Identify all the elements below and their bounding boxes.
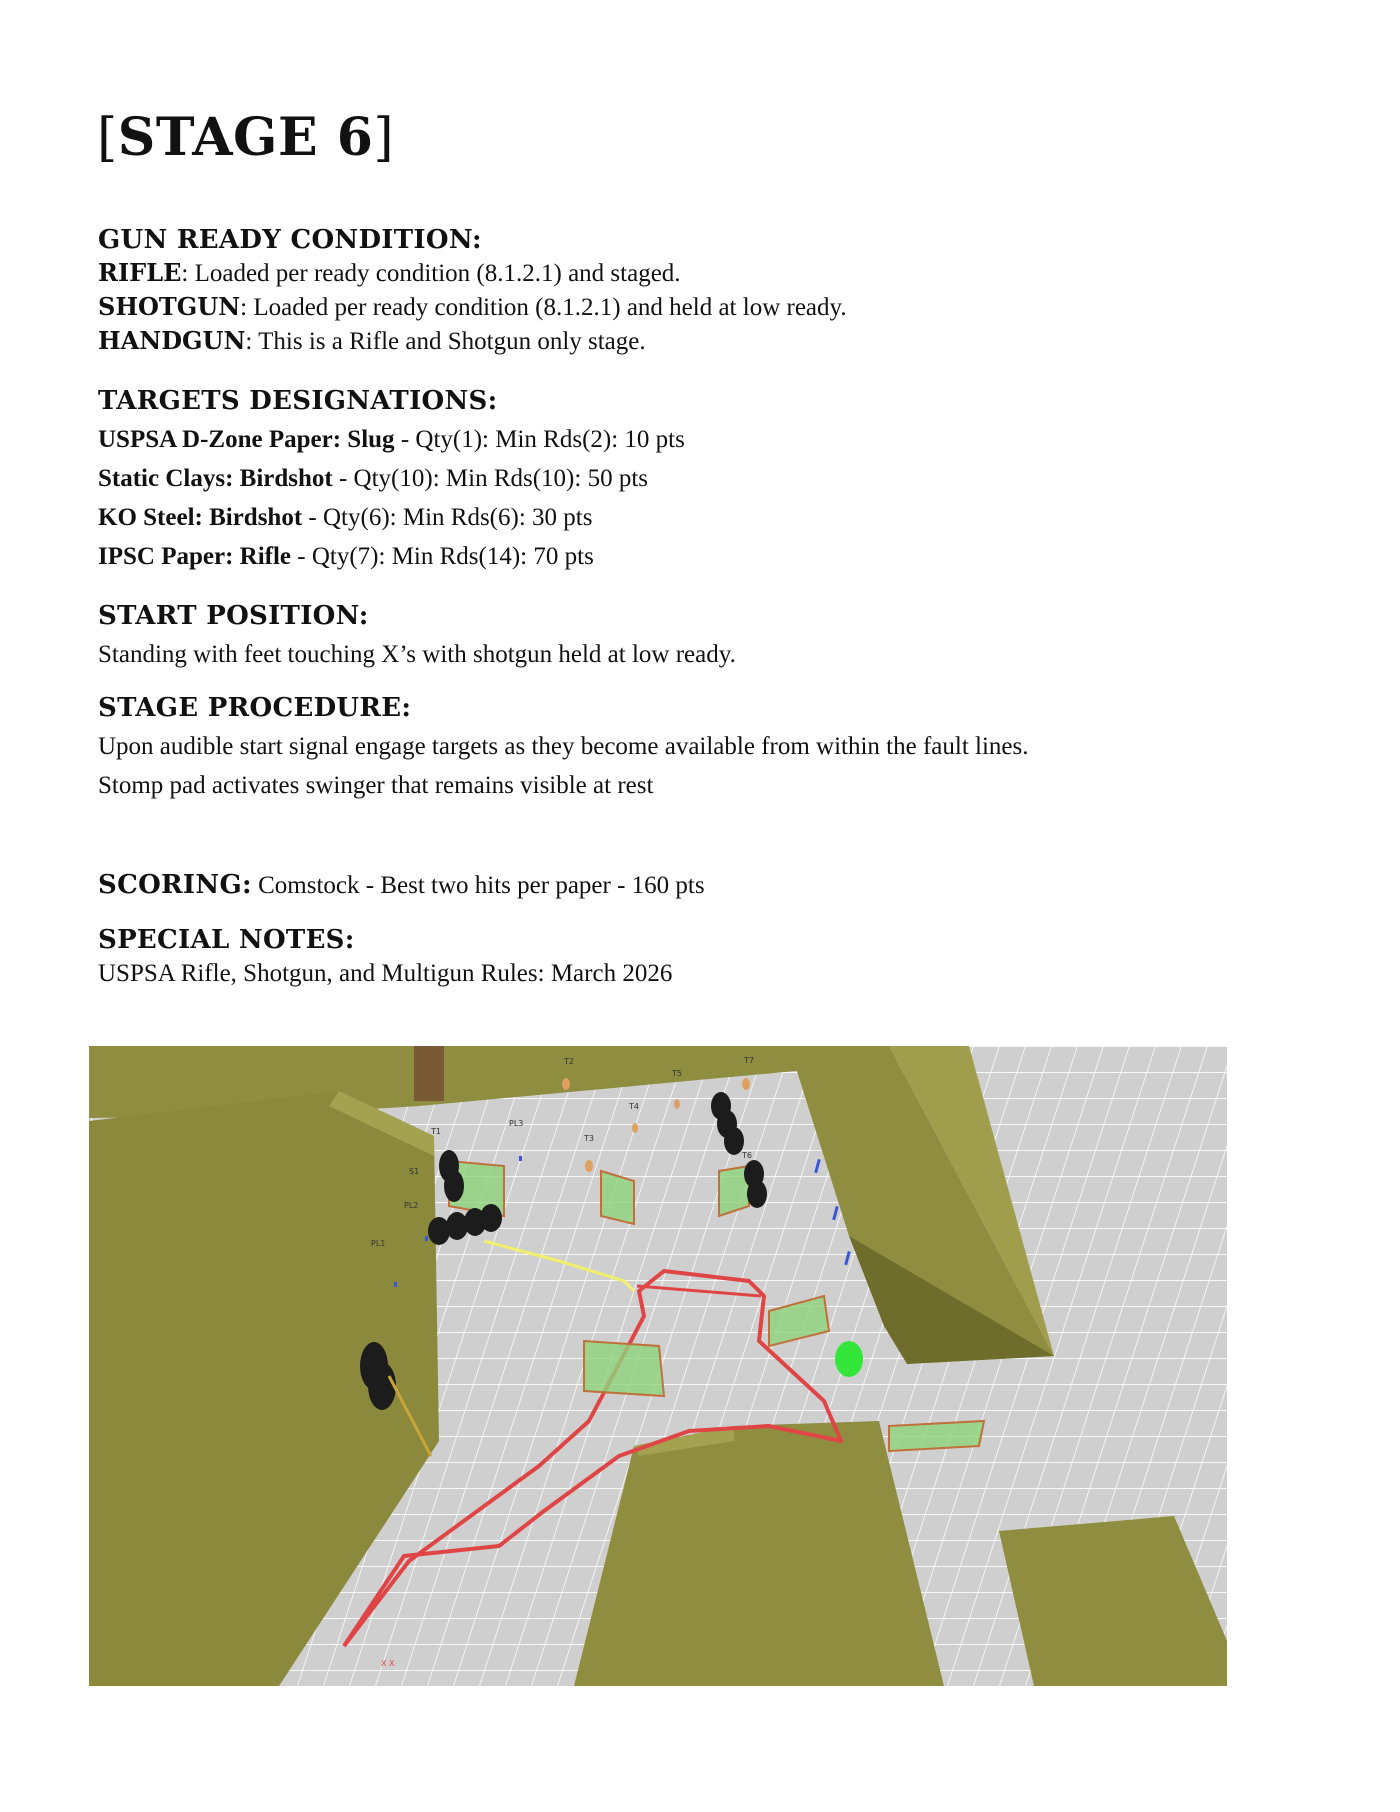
scoring-heading: SCORING: [98,870,252,900]
target-label: USPSA D-Zone Paper: Slug [98,426,395,453]
gun-ready-shotgun-label: SHOTGUN [98,292,241,321]
label-pl3: PL3 [509,1119,524,1128]
target-row [98,465,648,494]
label-t3: T3 [584,1134,594,1143]
target-details: - Qty(1): Min Rds(2): 10 pts [394,426,685,453]
barricade [584,1341,664,1396]
barricade [601,1171,634,1224]
target-label: KO Steel: Birdshot [98,504,303,531]
label-t1: T1 [431,1127,441,1136]
gun-ready-handgun-label: HANDGUN [98,326,246,355]
stage-procedure-heading: STAGE PROCEDURE: [98,693,412,723]
start-position-text: Standing with feet touching X’s with shotgun held at low ready. [98,641,736,668]
stage-layout-image [89,1046,1227,1686]
gun-ready-rifle-label: RIFLE [98,258,182,287]
target-details: - Qty(10): Min Rds(10): 50 pts [332,465,649,492]
label-pl2: PL2 [404,1201,419,1210]
stage-procedure-line-2: Stomp pad activates swinger that remains visible at rest [98,772,654,799]
title-close-bracket: ] [373,108,395,168]
label-t4: T4 [629,1102,639,1111]
scoring-line [98,871,705,901]
barricade [889,1421,984,1451]
gun-ready-shotgun-text: : Loaded per ready condition (8.1.2.1) and held at low ready. [240,294,847,321]
gun-ready-rifle-text: : Loaded per ready condition (8.1.2.1) and staged. [181,260,681,287]
label-t2: T2 [564,1057,574,1066]
stage-procedure-line-1: Upon audible start signal engage targets as they become available from within the fault lines. [98,733,1029,760]
title-text: STAGE 6 [117,107,374,168]
scoring-text: Comstock - Best two hits per paper - 160 pts [251,872,705,899]
target-label: Static Clays: Birdshot [98,465,333,492]
wooden-prop [414,1046,444,1101]
target-details: - Qty(7): Min Rds(14): 70 pts [291,543,594,570]
label-pl1: PL1 [371,1239,386,1248]
target-details: - Qty(6): Min Rds(6): 30 pts [302,504,593,531]
target-label: IPSC Paper: Rifle [98,543,292,570]
label-s1: S1 [409,1167,420,1176]
special-notes-text: USPSA Rifle, Shotgun, and Multigun Rules: March 2026 [98,960,673,987]
gun-ready-handgun [98,327,646,357]
target-row [98,426,685,455]
start-position-heading: START POSITION: [98,601,369,631]
stomp-pad [835,1341,863,1377]
gun-ready-rifle [98,259,681,289]
targets-heading: TARGETS DESIGNATIONS: [98,386,498,416]
label-t7: T7 [744,1056,754,1065]
gun-ready-shotgun [98,293,847,323]
target-row [98,504,592,533]
label-t6: T6 [742,1151,752,1160]
target-row [98,543,594,572]
label-start: X X [381,1659,395,1668]
gun-ready-handgun-text: : This is a Rifle and Shotgun only stage. [245,328,646,355]
title-open-bracket: [ [97,108,118,168]
special-notes-heading: SPECIAL NOTES: [98,925,355,955]
stage-title [97,107,395,168]
gun-ready-heading: GUN READY CONDITION: [98,225,482,255]
label-t5: T5 [672,1069,682,1078]
